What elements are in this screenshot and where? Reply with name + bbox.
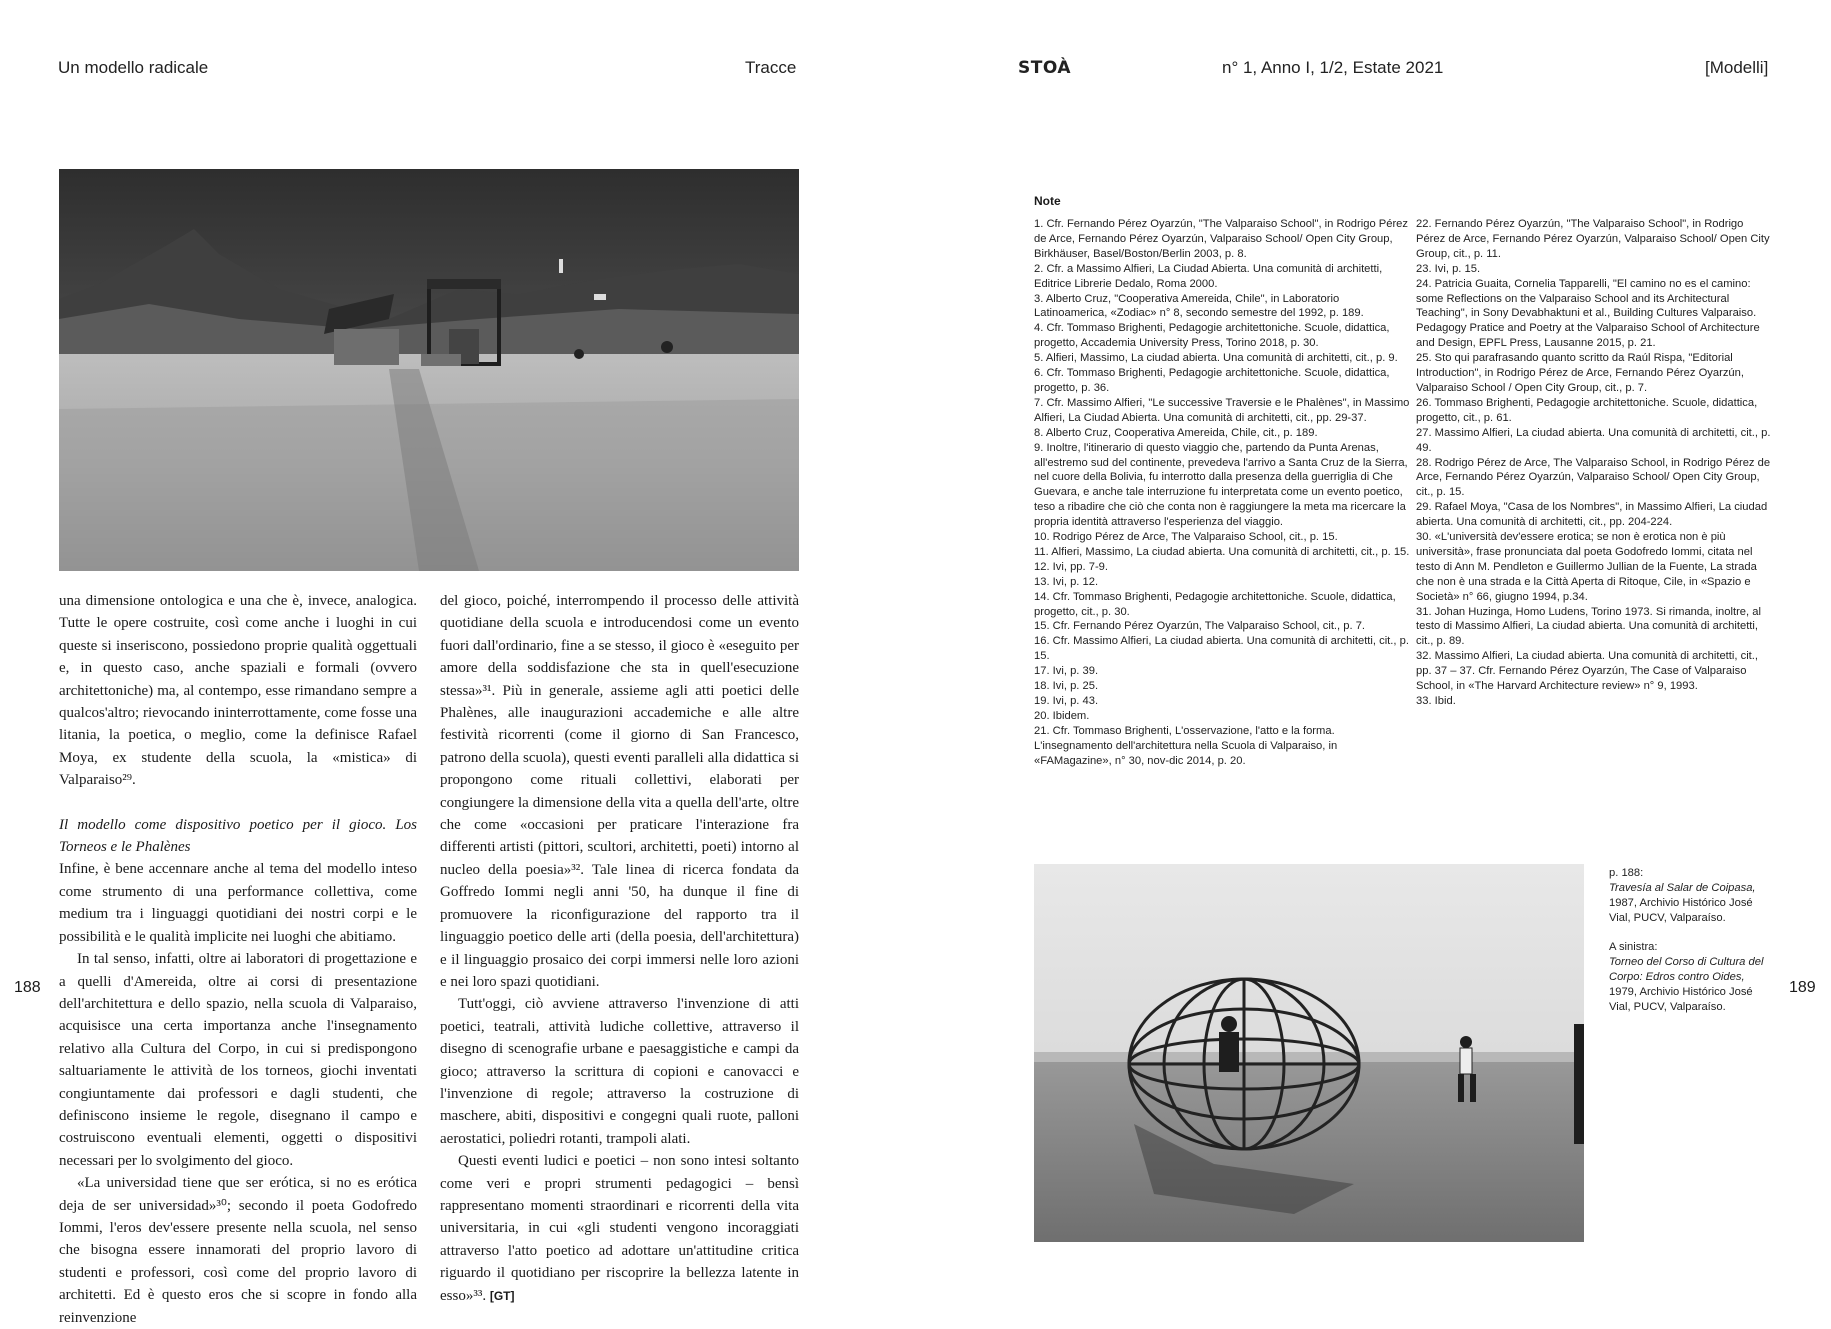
- footnote: 28. Rodrigo Pérez de Arce, The Valparaiso School, in Rodrigo Pérez de Arce, Fernando Pérez Oyarzún, Valparaiso School/ Open City Group, cit., p. 15.: [1416, 456, 1771, 499]
- caption-ref: p. 188:: [1609, 867, 1644, 879]
- author-signature: [GT]: [489, 1288, 515, 1303]
- footnote: 26. Tommaso Brighenti, Pedagogie architettoniche. Scuole, didattica, progetto, cit., p. 61.: [1416, 396, 1758, 424]
- salar-coipasa-photo: [59, 169, 799, 571]
- section-label-right: [Modelli]: [1705, 58, 1769, 77]
- footnote: 18. Ivi, p. 25.: [1034, 680, 1099, 693]
- caption-ref: A sinistra:: [1609, 941, 1658, 953]
- footnote: 10. Rodrigo Pérez de Arce, The Valparaiso School, cit., p. 15.: [1034, 531, 1338, 544]
- footnote: 1. Cfr. Fernando Pérez Oyarzún, "The Valparaiso School", in Rodrigo Pérez de Arce, Fernando Pérez Oyarzún, Valparaiso School/ Open City Group, Birkhäuser, Basel/Boston/Berlin 2003, p. 8.: [1034, 218, 1408, 260]
- footnote: 24. Patricia Guaita, Cornelia Tapparelli, "El camino no es el camino: some Reflections on the Valparaiso School and its Architectural Teaching", in Sony Devabhaktuni et al., Building Cultures Valparaiso. Pedagogy Pratice and Poetry at the Valparaiso School of Architecture and Design, EPFL Press, Lausanne 2015, p. 21.: [1416, 277, 1760, 350]
- body-paragraph: Questi eventi ludici e poetici – non sono intesi soltanto come veri e propri strumenti pedagogici – bensì rappresentano momenti straordinari e ricorrenti della vita universitaria, in cui «gli studenti vengono incoraggiati attraverso l'atto poetico ad adottare un'attitudine critica riguardo il quotidiano per riscoprire la bellezza latente in esso»³³.: [440, 1153, 799, 1304]
- footnote: 7. Cfr. Massimo Alfieri, "Le successive Traversie e le Phalènes", in Massimo Alfieri, La Ciudad Abierta. Una comunità di architetti, cit., pp. 29-37.: [1034, 396, 1410, 424]
- journal-logo: STOÀ: [1018, 58, 1071, 78]
- body-column-1: [59, 590, 417, 1329]
- footnote: 21. Cfr. Tommaso Brighenti, L'osservazione, l'atto e la forma. L'insegnamento dell'architettura nella Scuola di Valparaiso, in «FAMagazine», n° 30, nov-dic 2014, p. 20.: [1034, 724, 1338, 767]
- footnote: 33. Ibid.: [1416, 695, 1456, 707]
- footnote: 2. Cfr. a Massimo Alfieri, La Ciudad Abierta. Una comunità di architetti, Editrice Librerie Dedalo, Roma 2000.: [1034, 262, 1383, 290]
- body-paragraph: Tutt'oggi, ciò avviene attraverso l'invenzione di atti poetici, teatrali, attività ludiche collettive, attraverso il disegno di scenografie urbane e paesaggistiche e campi da gioco; attraverso la scrittura di copioni e canovacci e l'invenzione di regole; attraverso la costruzione di maschere, abiti, dispositivi e congegni quali ruote, palloni aerostatici, poliedri rotanti, trampoli alati.: [440, 996, 799, 1147]
- footnote: 20. Ibidem.: [1034, 709, 1090, 722]
- footnote: 9. Inoltre, l'itinerario di questo viaggio che, partendo da Punta Arenas, all'estremo sud del continente, prevedeva l'arrivo a Santa Cruz de la Sierra, nel cuore della Bolivia, fu interrotto dalla presenza della guerriglia di Che Guevara, e anche tale interruzione fu interpretata come un evento poetico, teso a ribadire che ciò che conta non è raggiungere la meta ma ricercare la propria identità attraverso l'esperienza del viaggio.: [1034, 441, 1408, 529]
- footnote: 15. Cfr. Fernando Pérez Oyarzún, The Valparaiso School, cit., p. 7.: [1034, 620, 1366, 633]
- notes-column-right: [1416, 217, 1772, 709]
- footnote: 5. Alfieri, Massimo, La ciudad abierta. Una comunità di architetti, cit., p. 9.: [1034, 352, 1398, 365]
- running-title: Un modello radicale: [58, 58, 209, 77]
- footnote: 17. Ivi, p. 39.: [1034, 665, 1099, 678]
- body-paragraph: Infine, è bene accennare anche al tema del modello inteso come strumento di una performance collettiva, come medium tra i linguaggi quotidiani dei nostri corpi e le possibilità e le qualità implicite nei luoghi che abitiamo.: [59, 861, 417, 945]
- body-paragraph: del gioco, poiché, interrompendo il processo delle attività quotidiane della scuola e introducendosi come un evento fuori dall'ordinario, fine a se stesso, il gioco è «eseguito per amore della soddisfazione che sta in quell'esecuzione stessa»³¹. Più in generale, assieme agli atti poetici delle Phalènes, alle inaugurazioni accademiche e alle altre festività ricorrenti (come il giorno di San Francesco, patrono della scuola), questi eventi paralleli alla didattica si propongono come rituali collettivi, elaborati per congiungere la dimensione della vita a quella dell'arte, oltre che come «occasioni per praticare l'interazione fra differenti artisti (pittori, scultori, architetti, poeti) intorno al nucleo della poesia»³². Tale linea di ricerca fondata da Goffredo Iommi negli anni '50, ha dunque il fine di promuovere la riconfigurazione del rapporto tra il linguaggio poetico delle arti (della poesia, dell'architettura) e il linguaggio prosaico dei corpi immersi nelle loro azioni e nei loro spazi quotidiani.: [440, 593, 799, 990]
- footnote: 14. Cfr. Tommaso Brighenti, Pedagogie architettoniche. Scuole, didattica, progetto, cit., p. 30.: [1034, 590, 1396, 618]
- body-column-2: [440, 590, 799, 1307]
- footnote: 31. Johan Huzinga, Homo Ludens, Torino 1973. Si rimanda, inoltre, al testo di Massimo Alfieri, La ciudad abierta. Una comunità di architetti, cit., p. 89.: [1416, 605, 1761, 648]
- caption-info: 1979, Archivio Histórico José Vial, PUCV, Valparaíso.: [1609, 985, 1753, 1013]
- footnote: 27. Massimo Alfieri, La ciudad abierta. Una comunità di architetti, cit., p. 49.: [1416, 426, 1771, 454]
- footnote: 11. Alfieri, Massimo, La ciudad abierta. Una comunità di architetti, cit., p. 15.: [1034, 545, 1410, 558]
- footnote: 29. Rafael Moya, "Casa de los Nombres", in Massimo Alfieri, La ciudad abierta. Una comunità di architetti, cit., pp. 204-224.: [1416, 501, 1768, 529]
- footnote: 19. Ivi, p. 43.: [1034, 695, 1099, 707]
- footnote: 13. Ivi, p. 12.: [1034, 575, 1099, 588]
- torneo-photo: [1034, 864, 1584, 1242]
- footnote: 32. Massimo Alfieri, La ciudad abierta. Una comunità di architetti, cit., pp. 37 – 37. Cfr. Fernando Pérez Oyarzún, The Case of Valparaiso School, in «The Harvard Architecture review» n° 9, 1993.: [1416, 650, 1758, 693]
- body-paragraph: una dimensione ontologica e una che è, invece, analogica. Tutte le opere costruite, così come anche i luoghi in cui queste si inseriscono, possiedono proprie qualità oggettuali e, in questo caso, anche spaziali e formali (ovvero architettoniche) ma, al contempo, esse rimandano sempre a qualcos'altro; rievocando ininterrottamente, come fosse una litania, la poetica, o meglio, come la definisce Rafael Moya, ex studente della scuola, la «mistica» di Valparaiso²⁹.: [59, 593, 417, 789]
- footnote: 30. «L'università dev'essere erotica; se non è erotica non è più università», frase pronunciata dal poeta Godofredo Iommi, citata nel testo di Ann M. Pendleton e Guillermo Jullian de la Fuente, La strada che non è una strada e la Città Aperta di Ritoque, Cile, in «Spazio e Società» n° 66, giugno 1994, p.34.: [1416, 531, 1757, 603]
- page-number-right: 189: [1789, 979, 1816, 996]
- footnote: 25. Sto qui parafrasando quanto scritto da Raúl Rispa, "Editorial Introduction", in Rodrigo Pérez de Arce, Fernando Pérez Oyarzún, Valparaiso School / Open City Group, cit., p. 7.: [1416, 352, 1744, 394]
- footnote: 16. Cfr. Massimo Alfieri, La ciudad abierta. Una comunità di architetti, cit., p. 15.: [1034, 635, 1409, 663]
- footnote: 8. Alberto Cruz, Cooperativa Amereida, Chile, cit., p. 189.: [1034, 426, 1318, 439]
- footnote: 6. Cfr. Tommaso Brighenti, Pedagogie architettoniche. Scuole, didattica, progetto, p. 36.: [1034, 367, 1390, 394]
- body-paragraph: In tal senso, infatti, oltre ai laboratori di progettazione e a quelli d'Amereida, oltre ai corsi di presentazione dell'architettura e dello spazio, nella scuola di Valparaiso, acquisisce una certa importanza anche l'insegnamento relativo alla Cultura del Corpo, in cui si predispongono saltuariamente le attività de los torneos, giochi inventati congiuntamente dai professori e dagli studenti, che definiscono insieme le regole, disegnano il campo e costruiscono eventuali elementi, oggetti o dispositivi necessari per lo svolgimento del gioco.: [59, 951, 417, 1169]
- section-label-left: Tracce: [745, 58, 797, 77]
- section-subtitle: Il modello come dispositivo poetico per il gioco. Los Torneos e le Phalènes: [59, 816, 417, 856]
- footnote: 23. Ivi, p. 15.: [1416, 262, 1481, 275]
- caption-torneo: [1609, 940, 1774, 1015]
- footnote: 4. Cfr. Tommaso Brighenti, Pedagogie architettoniche. Scuole, didattica, progetto, Accademia University Press, Torino 2018, p. 30.: [1034, 322, 1390, 350]
- caption-info: 1987, Archivio Histórico José Vial, PUCV, Valparaíso.: [1609, 896, 1753, 924]
- footnote: 12. Ivi, pp. 7-9.: [1034, 560, 1109, 573]
- issue-info: n° 1, Anno I, 1/2, Estate 2021: [1222, 58, 1444, 77]
- caption-title: Torneo del Corso di Cultura del Corpo: Edros contro Oides,: [1609, 955, 1764, 983]
- body-paragraph: «La universidad tiene que ser erótica, si no es erótica deja de ser universidad»³⁰; secondo il poeta Godofredo Iommi, l'eros dev'essere presente nella scuola, nel senso che bisogna essere innamorati del proprio lavoro di studenti e professori, così come del proprio lavoro di architetti. Ed è questo eros che si scopre in fondo alla reinvenzione: [59, 1175, 417, 1326]
- caption-salar: [1609, 866, 1774, 926]
- notes-title: Note: [1034, 194, 1061, 208]
- footnote: 3. Alberto Cruz, "Cooperativa Amereida, Chile", in Laboratorio Latinoamerica, «Zodiac» n° 8, secondo semestre del 1992, p. 189.: [1034, 292, 1364, 320]
- footnote: 22. Fernando Pérez Oyarzún, "The Valparaiso School", in Rodrigo Pérez de Arce, Fernando Pérez Oyarzún, Valparaiso School/ Open City Group, cit., p. 11.: [1416, 218, 1770, 260]
- caption-title: Travesía al Salar de Coipasa,: [1609, 881, 1756, 894]
- notes-column-left: [1034, 217, 1410, 769]
- page-number-left: 188: [14, 979, 41, 996]
